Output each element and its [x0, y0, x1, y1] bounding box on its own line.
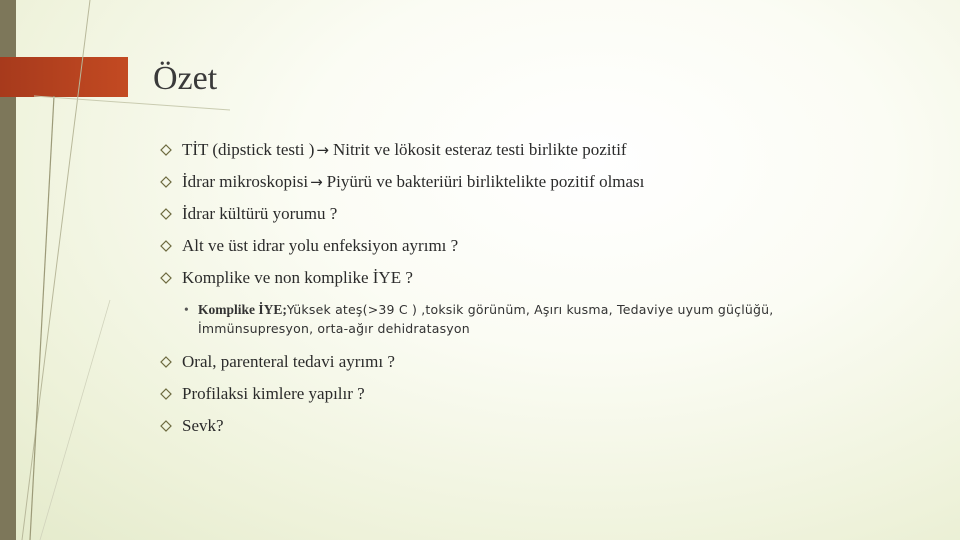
bullet-item [160, 166, 940, 198]
bullet-text-part: İdrar mikroskopisi [182, 172, 309, 191]
sub-bullet-bold: Komplike İYE; [198, 302, 287, 317]
bullet-text: Profilaksi kimlere yapılır ? [182, 384, 365, 403]
bullet-item [160, 230, 940, 262]
diamond-bullet-icon [160, 208, 172, 220]
slide-title: Özet [153, 60, 218, 97]
right-arrow-icon: → [316, 141, 329, 159]
bullet-item [160, 378, 940, 410]
bullet-item [160, 262, 940, 294]
round-bullet-icon: • [184, 302, 189, 317]
bullet-text: İdrar kültürü yorumu ? [182, 204, 338, 223]
bullet-text-part: TİT (dipstick testi ) [182, 140, 315, 159]
right-arrow-icon: → [310, 173, 323, 191]
diamond-bullet-icon [160, 176, 172, 188]
bullet-list [160, 134, 940, 442]
bullet-item [160, 346, 940, 378]
diamond-bullet-icon [160, 272, 172, 284]
sub-bullet [184, 300, 940, 338]
diamond-bullet-icon [160, 388, 172, 400]
diamond-bullet-icon [160, 240, 172, 252]
bullet-item [160, 198, 940, 230]
diamond-bullet-icon [160, 356, 172, 368]
bullet-text: Alt ve üst idrar yolu enfeksiyon ayrımı ? [182, 236, 459, 255]
bullet-item [160, 410, 940, 442]
bullet-text-part: Piyürü ve bakteriüri birliktelikte pozitif olması [326, 172, 645, 191]
diamond-bullet-icon [160, 420, 172, 432]
bullet-item [160, 134, 940, 166]
bullet-text: Oral, parenteral tedavi ayrımı ? [182, 352, 395, 371]
diamond-bullet-icon [160, 144, 172, 156]
bullet-text: Komplike ve non komplike İYE ? [182, 268, 413, 287]
sub-bullet-line2: İmmünsupresyon, orta-ağır dehidratasyon [198, 321, 470, 336]
sub-bullet-line1: Yüksek ateş(>39 C ) ,toksik görünüm, Aşırı kusma, Tedaviye uyum güçlüğü, [286, 302, 774, 317]
sub-bullet-body [198, 300, 773, 338]
bullet-text-part: Nitrit ve lökosit esteraz testi birlikte pozitif [332, 140, 627, 159]
bullet-text: Sevk? [182, 416, 224, 435]
